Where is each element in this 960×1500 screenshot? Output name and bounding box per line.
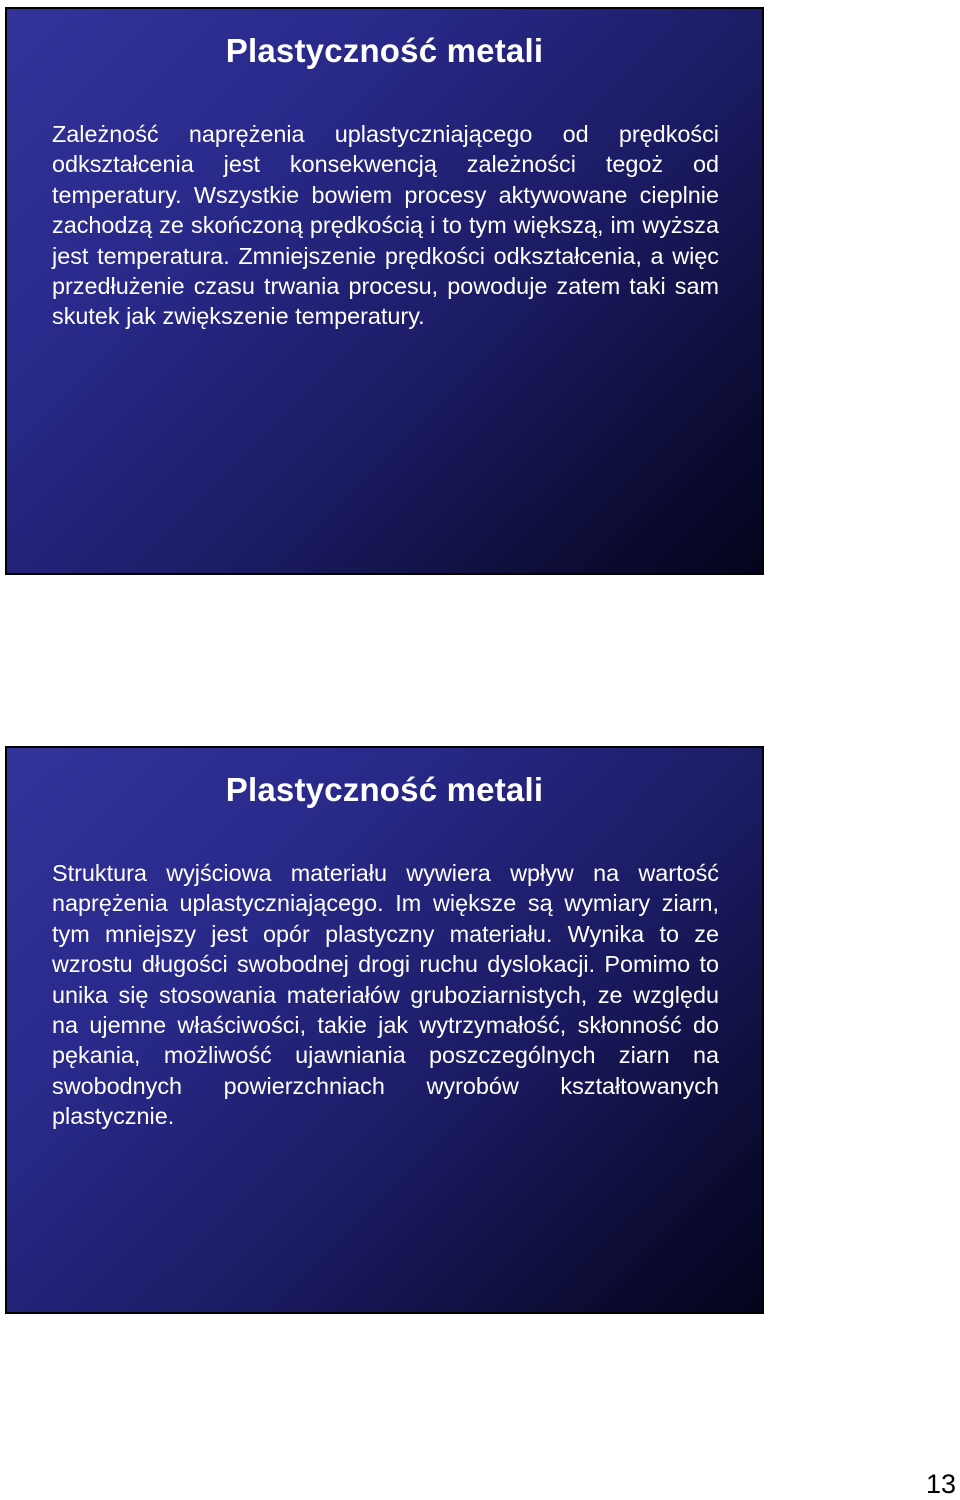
page-number: 13 <box>925 1469 956 1499</box>
slide-1 <box>5 7 764 575</box>
slide-body-text: Struktura wyjściowa materiału wywiera wpływ na wartość naprężenia uplastyczniającego. Im większe są wymiary ziarn, tym mniejszy jest opór plastyczny materiału. Wynika to ze wzrostu długości swobodnej drogi ruchu dyslokacji. Pomimo to unika się stosowania materiałów gruboziarnistych, ze względu na ujemne właściwości, takie jak wytrzymałość, skłonność do pękania, możliwość ujawniania poszczególnych ziarn na swobodnych powierzchniach wyrobów kształtowanych plastycznie. <box>52 860 719 1130</box>
slide-title: Plastyczność metali <box>225 771 544 808</box>
slide-body-text: Zależność naprężenia uplastyczniającego od prędkości odkształcenia jest konsekwencją zależności tegoż od temperatury. Wszystkie bowiem procesy aktywowane cieplnie zachodzą ze skończoną prędkością i to tym większą, im wyższa jest temperatura. Zmniejszenie prędkości odkształcenia, a więc przedłużenie czasu trwania procesu, powoduje zatem taki sam skutek jak zwiększenie temperatury. <box>52 121 719 330</box>
slide-title: Plastyczność metali <box>225 32 544 69</box>
slide-2 <box>5 746 764 1314</box>
